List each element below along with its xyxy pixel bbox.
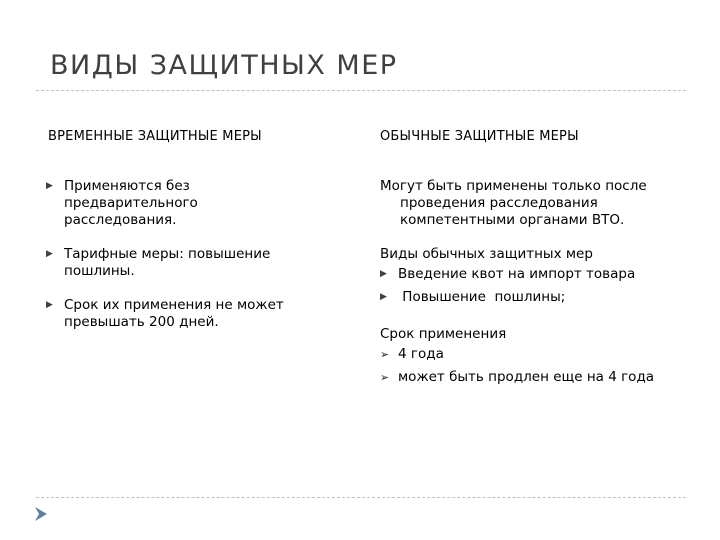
list-item: [46, 297, 336, 331]
item-line-emphasis: повышение: [188, 246, 271, 262]
types-section: [380, 246, 685, 306]
item-line: Срок их применения не может: [64, 297, 284, 313]
item-line: Тарифные меры:: [64, 246, 189, 262]
item-text: может быть продлен еще на 4 года: [398, 369, 655, 385]
regular-measures-description: [380, 178, 685, 229]
top-divider: [36, 90, 686, 91]
item-line: превышать 200 дней.: [64, 314, 219, 330]
triangle-right-icon: ▶: [46, 300, 53, 310]
list-item: [46, 246, 336, 280]
list-item: [380, 266, 685, 283]
item-text: 4 года: [398, 346, 444, 362]
temporary-measures-list: [46, 178, 336, 331]
list-item: [380, 369, 685, 386]
triangle-right-icon: ▶: [46, 249, 53, 259]
para-line: Могут быть применены только после: [380, 178, 647, 194]
arrowhead-bullet-icon: ➢: [380, 348, 390, 361]
item-line: Применяются без: [64, 178, 190, 194]
triangle-right-icon: ▶: [46, 181, 53, 191]
right-column: [380, 128, 685, 392]
item-line: расследования.: [64, 212, 177, 228]
right-column-heading: ОБЫЧНЫЕ ЗАЩИТНЫЕ МЕРЫ: [380, 129, 579, 144]
triangle-right-icon: ▶: [380, 269, 387, 279]
left-column: [46, 128, 336, 348]
types-list: [380, 266, 685, 306]
bottom-divider: [36, 497, 686, 498]
arrowhead-bullet-icon: ➢: [380, 371, 390, 384]
list-item: [380, 289, 685, 306]
term-list: [380, 346, 685, 386]
types-title: Виды обычных защитных мер: [380, 246, 593, 262]
item-line: предварительного: [64, 195, 198, 211]
chevron-right-nav-icon[interactable]: [34, 507, 48, 521]
para-line: проведения расследования: [400, 195, 598, 211]
term-title: Срок применения: [380, 326, 507, 342]
slide-title: ВИДЫ ЗАЩИТНЫХ МЕР: [50, 50, 398, 81]
para-line: компетентными органами ВТО.: [400, 212, 625, 228]
item-line: пошлины.: [64, 263, 135, 279]
list-item: [380, 346, 685, 363]
item-text: Повышение пошлины;: [398, 289, 566, 305]
item-text: Введение квот на импорт товара: [398, 266, 636, 282]
term-section: [380, 326, 685, 386]
triangle-right-icon: ▶: [380, 292, 387, 302]
list-item: [46, 178, 336, 229]
left-column-heading: ВРЕМЕННЫЕ ЗАЩИТНЫЕ МЕРЫ: [48, 129, 262, 144]
